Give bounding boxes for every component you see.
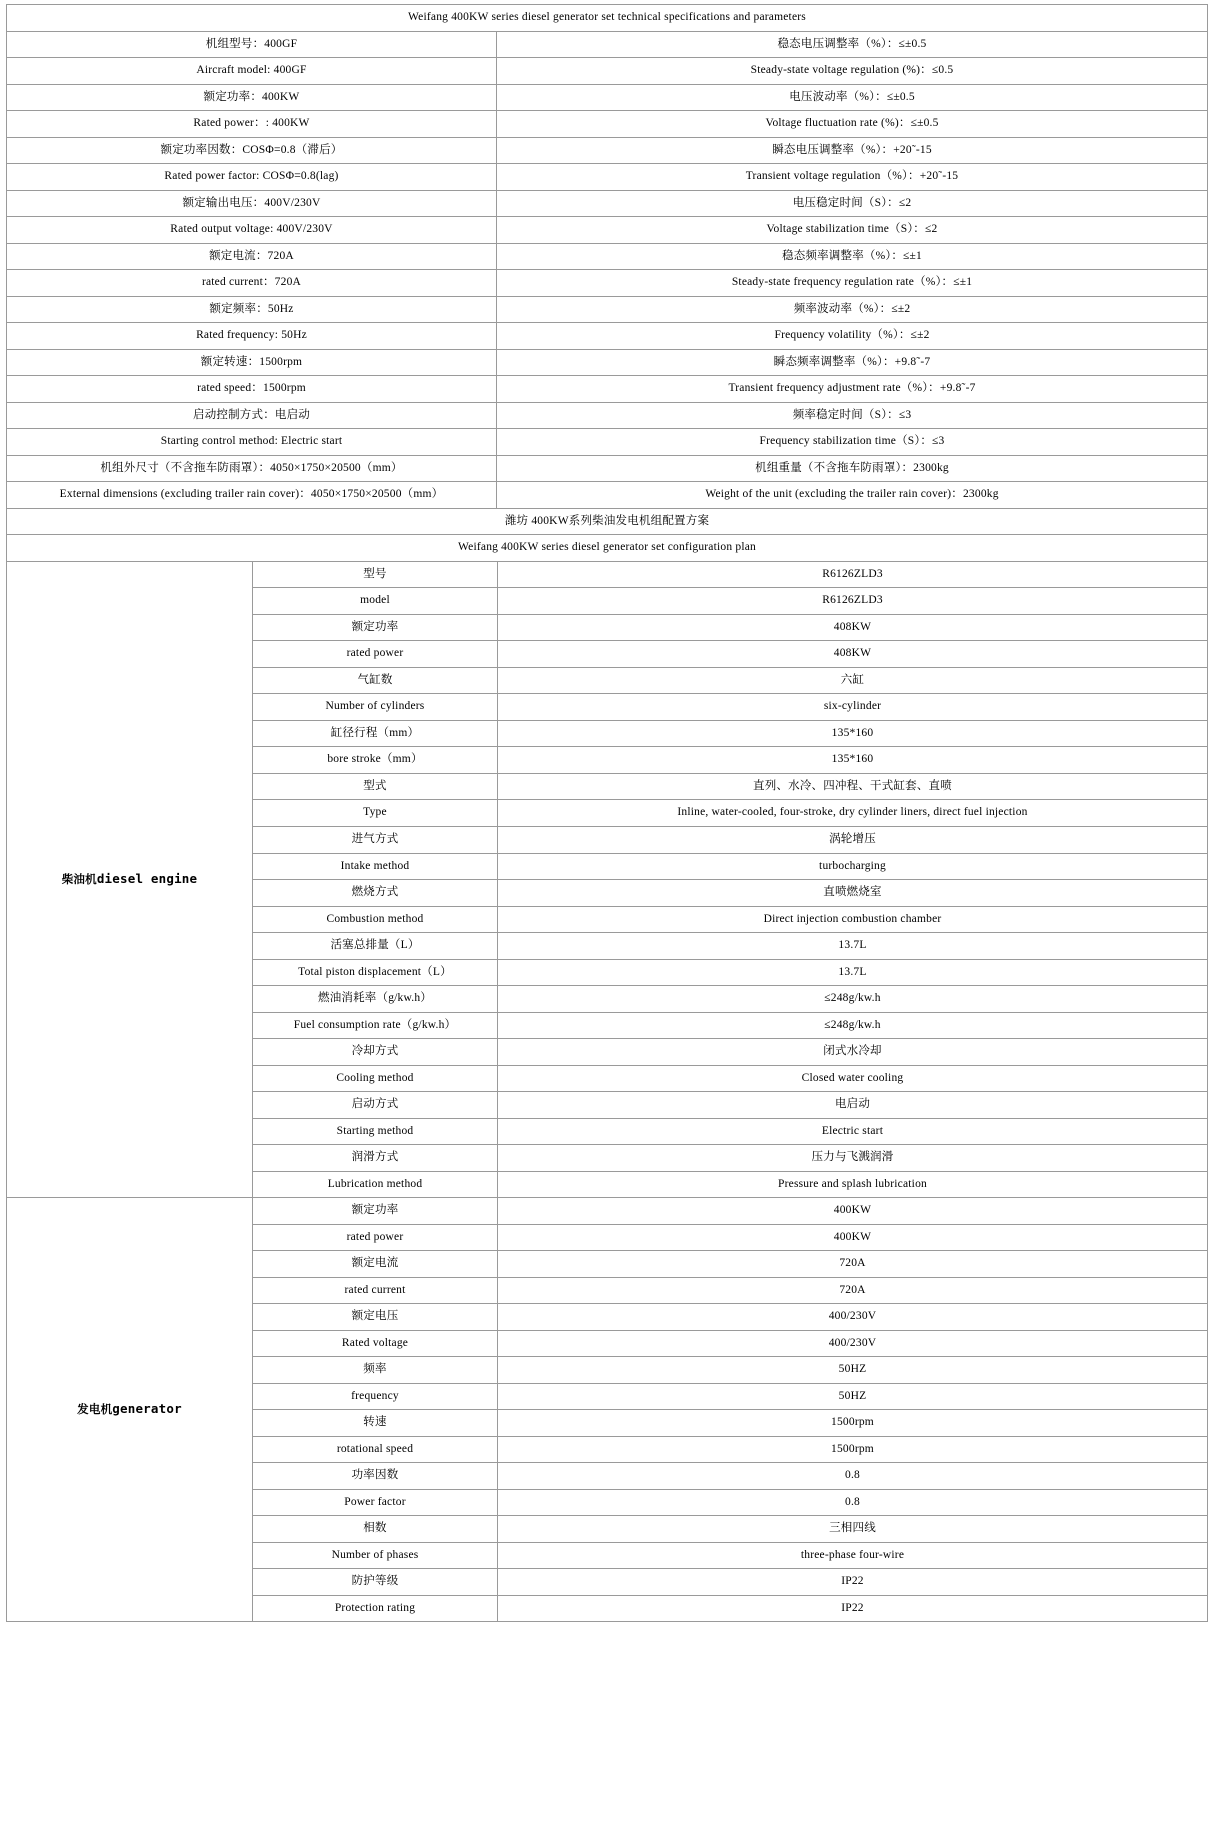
config-param-value: ≤248g/kw.h bbox=[498, 1012, 1208, 1039]
spec-row bbox=[7, 402, 1208, 429]
config-param-value: 50HZ bbox=[498, 1357, 1208, 1384]
config-row bbox=[7, 1198, 1208, 1225]
config-row bbox=[7, 561, 1208, 588]
config-param-value: 0.8 bbox=[498, 1489, 1208, 1516]
spec-row bbox=[7, 58, 1208, 85]
config-param-value: Inline, water-cooled, four-stroke, dry cylinder liners, direct fuel injection bbox=[498, 800, 1208, 827]
config-param-label: 启动方式 bbox=[253, 1092, 498, 1119]
config-param-value: 400/230V bbox=[498, 1304, 1208, 1331]
spec-row bbox=[7, 482, 1208, 509]
config-param-label: 活塞总排量（L） bbox=[253, 933, 498, 960]
config-param-label: Type bbox=[253, 800, 498, 827]
config-param-value: Closed water cooling bbox=[498, 1065, 1208, 1092]
spec-right-label: Voltage stabilization time（S）：≤2 bbox=[497, 217, 1208, 244]
config-param-label: Protection rating bbox=[253, 1595, 498, 1622]
technical-specifications-table bbox=[6, 4, 1208, 562]
spec-row bbox=[7, 84, 1208, 111]
spec-right-label: 瞬态电压调整率（%）：+20˜-15 bbox=[497, 137, 1208, 164]
spec-left-label: 启动控制方式：电启动 bbox=[7, 402, 497, 429]
spec-table-body bbox=[7, 5, 1208, 562]
spec-right-label: 电压稳定时间（S）：≤2 bbox=[497, 190, 1208, 217]
config-param-label: Cooling method bbox=[253, 1065, 498, 1092]
config-param-label: 燃油消耗率（g/kw.h） bbox=[253, 986, 498, 1013]
spec-row bbox=[7, 296, 1208, 323]
spec-right-label: 电压波动率（%）：≤±0.5 bbox=[497, 84, 1208, 111]
spec-left-label: External dimensions (excluding trailer rain cover)：4050×1750×20500（mm） bbox=[7, 482, 497, 509]
config-title-en: Weifang 400KW series diesel generator set configuration plan bbox=[7, 535, 1208, 562]
spec-left-label: 机组型号：400GF bbox=[7, 31, 497, 58]
configuration-table bbox=[6, 561, 1208, 1623]
config-param-value: 0.8 bbox=[498, 1463, 1208, 1490]
spec-left-label: rated speed：1500rpm bbox=[7, 376, 497, 403]
spec-right-label: Steady-state voltage regulation (%)：≤0.5 bbox=[497, 58, 1208, 85]
spec-left-label: 额定功率：400KW bbox=[7, 84, 497, 111]
spec-left-label: Rated power factor: COSΦ=0.8(lag) bbox=[7, 164, 497, 191]
spec-right-label: Voltage fluctuation rate (%)：≤±0.5 bbox=[497, 111, 1208, 138]
spec-row bbox=[7, 243, 1208, 270]
config-param-value: 408KW bbox=[498, 614, 1208, 641]
config-param-label: 型式 bbox=[253, 773, 498, 800]
section-label-diesel-engine bbox=[7, 561, 253, 1197]
config-param-label: Power factor bbox=[253, 1489, 498, 1516]
spec-left-label: 额定输出电压：400V/230V bbox=[7, 190, 497, 217]
spec-right-label: Weight of the unit (excluding the trailer rain cover)：2300kg bbox=[497, 482, 1208, 509]
config-param-value: Electric start bbox=[498, 1118, 1208, 1145]
config-title-en-row bbox=[7, 535, 1208, 562]
spec-row bbox=[7, 164, 1208, 191]
config-param-label: 燃烧方式 bbox=[253, 880, 498, 907]
config-param-label: 进气方式 bbox=[253, 826, 498, 853]
spec-right-label: 稳态频率调整率（%）：≤±1 bbox=[497, 243, 1208, 270]
section-label-generator bbox=[7, 1198, 253, 1622]
config-param-label: 功率因数 bbox=[253, 1463, 498, 1490]
config-param-label: Starting method bbox=[253, 1118, 498, 1145]
spec-right-label: 频率稳定时间（S）：≤3 bbox=[497, 402, 1208, 429]
config-param-value: 400KW bbox=[498, 1224, 1208, 1251]
spec-left-label: 额定功率因数：COSΦ=0.8（滞后） bbox=[7, 137, 497, 164]
spec-row bbox=[7, 111, 1208, 138]
config-param-label: rated power bbox=[253, 641, 498, 668]
config-param-label: frequency bbox=[253, 1383, 498, 1410]
spec-left-label: rated current：720A bbox=[7, 270, 497, 297]
config-param-label: Combustion method bbox=[253, 906, 498, 933]
config-param-label: rated current bbox=[253, 1277, 498, 1304]
config-param-label: 频率 bbox=[253, 1357, 498, 1384]
spec-row bbox=[7, 31, 1208, 58]
config-param-value: IP22 bbox=[498, 1595, 1208, 1622]
config-param-label: 额定电压 bbox=[253, 1304, 498, 1331]
config-param-label: Lubrication method bbox=[253, 1171, 498, 1198]
spec-right-label: Transient voltage regulation（%）：+20˜-15 bbox=[497, 164, 1208, 191]
config-param-value: 六缸 bbox=[498, 667, 1208, 694]
config-param-label: 额定电流 bbox=[253, 1251, 498, 1278]
config-param-label: 气缸数 bbox=[253, 667, 498, 694]
config-param-value: 408KW bbox=[498, 641, 1208, 668]
config-param-value: 400KW bbox=[498, 1198, 1208, 1225]
spec-right-label: Transient frequency adjustment rate（%）：+9.8˜-7 bbox=[497, 376, 1208, 403]
config-param-value: 1500rpm bbox=[498, 1436, 1208, 1463]
config-param-value: 720A bbox=[498, 1251, 1208, 1278]
config-param-label: rated power bbox=[253, 1224, 498, 1251]
config-param-value: three-phase four-wire bbox=[498, 1542, 1208, 1569]
config-param-value: 涡轮增压 bbox=[498, 826, 1208, 853]
config-param-label: Intake method bbox=[253, 853, 498, 880]
section-label-en: generator bbox=[112, 1401, 182, 1417]
spec-row bbox=[7, 455, 1208, 482]
spec-row bbox=[7, 323, 1208, 350]
config-param-value: 13.7L bbox=[498, 933, 1208, 960]
spec-row bbox=[7, 429, 1208, 456]
config-param-value: Direct injection combustion chamber bbox=[498, 906, 1208, 933]
config-param-label: Number of cylinders bbox=[253, 694, 498, 721]
config-param-value: 闭式水冷却 bbox=[498, 1039, 1208, 1066]
spec-right-label: Steady-state frequency regulation rate（%）：≤±1 bbox=[497, 270, 1208, 297]
config-param-value: 720A bbox=[498, 1277, 1208, 1304]
spec-row bbox=[7, 349, 1208, 376]
config-param-value: 400/230V bbox=[498, 1330, 1208, 1357]
config-param-label: rotational speed bbox=[253, 1436, 498, 1463]
config-param-label: Total piston displacement（L） bbox=[253, 959, 498, 986]
config-param-value: 直喷燃烧室 bbox=[498, 880, 1208, 907]
config-param-label: 缸径行程（mm） bbox=[253, 720, 498, 747]
spec-right-label: Frequency volatility（%）：≤±2 bbox=[497, 323, 1208, 350]
spec-left-label: 额定频率：50Hz bbox=[7, 296, 497, 323]
spec-left-label: Starting control method: Electric start bbox=[7, 429, 497, 456]
config-param-value: ≤248g/kw.h bbox=[498, 986, 1208, 1013]
config-param-value: 压力与飞溅润滑 bbox=[498, 1145, 1208, 1172]
config-param-value: 三相四线 bbox=[498, 1516, 1208, 1543]
config-param-label: bore stroke（mm） bbox=[253, 747, 498, 774]
config-param-value: Pressure and splash lubrication bbox=[498, 1171, 1208, 1198]
section-label-cn: 柴油机 bbox=[61, 873, 97, 886]
spec-right-label: 稳态电压调整率（%）：≤±0.5 bbox=[497, 31, 1208, 58]
config-param-label: Number of phases bbox=[253, 1542, 498, 1569]
config-param-value: 1500rpm bbox=[498, 1410, 1208, 1437]
config-param-label: 额定功率 bbox=[253, 614, 498, 641]
spec-left-label: 额定转速：1500rpm bbox=[7, 349, 497, 376]
spec-row bbox=[7, 376, 1208, 403]
spec-left-label: Rated output voltage: 400V/230V bbox=[7, 217, 497, 244]
config-param-label: 冷却方式 bbox=[253, 1039, 498, 1066]
document-title: Weifang 400KW series diesel generator set technical specifications and parameters bbox=[7, 5, 1208, 32]
spec-row bbox=[7, 137, 1208, 164]
configuration-table-body bbox=[7, 561, 1208, 1622]
config-param-value: 50HZ bbox=[498, 1383, 1208, 1410]
spec-right-label: 机组重量（不含拖车防雨罩）：2300kg bbox=[497, 455, 1208, 482]
section-label-en: diesel engine bbox=[96, 870, 198, 886]
spec-left-label: Aircraft model: 400GF bbox=[7, 58, 497, 85]
config-param-value: six-cylinder bbox=[498, 694, 1208, 721]
config-param-label: 润滑方式 bbox=[253, 1145, 498, 1172]
config-param-value: 13.7L bbox=[498, 959, 1208, 986]
config-param-label: 防护等级 bbox=[253, 1569, 498, 1596]
config-param-label: 转速 bbox=[253, 1410, 498, 1437]
config-param-label: Fuel consumption rate（g/kw.h） bbox=[253, 1012, 498, 1039]
config-param-value: R6126ZLD3 bbox=[498, 561, 1208, 588]
config-title-cn-row bbox=[7, 508, 1208, 535]
config-param-value: R6126ZLD3 bbox=[498, 588, 1208, 615]
spec-row bbox=[7, 217, 1208, 244]
config-param-label: model bbox=[253, 588, 498, 615]
spec-left-label: Rated power：: 400KW bbox=[7, 111, 497, 138]
config-title-cn: 潍坊 400KW系列柴油发电机组配置方案 bbox=[7, 508, 1208, 535]
config-param-value: 电启动 bbox=[498, 1092, 1208, 1119]
section-label-cn: 发电机 bbox=[77, 1404, 113, 1417]
config-param-value: turbocharging bbox=[498, 853, 1208, 880]
spec-left-label: 额定电流：720A bbox=[7, 243, 497, 270]
spec-right-label: Frequency stabilization time（S）：≤3 bbox=[497, 429, 1208, 456]
spec-left-label: 机组外尺寸（不含拖车防雨罩）：4050×1750×20500（mm） bbox=[7, 455, 497, 482]
config-param-label: Rated voltage bbox=[253, 1330, 498, 1357]
document-title-row bbox=[7, 5, 1208, 32]
spec-right-label: 瞬态频率调整率（%）：+9.8˜-7 bbox=[497, 349, 1208, 376]
config-param-value: 直列、水冷、四冲程、干式缸套、直喷 bbox=[498, 773, 1208, 800]
spec-right-label: 频率波动率（%）：≤±2 bbox=[497, 296, 1208, 323]
config-param-label: 相数 bbox=[253, 1516, 498, 1543]
config-param-label: 额定功率 bbox=[253, 1198, 498, 1225]
config-param-value: 135*160 bbox=[498, 747, 1208, 774]
config-param-value: 135*160 bbox=[498, 720, 1208, 747]
spec-row bbox=[7, 190, 1208, 217]
config-param-value: IP22 bbox=[498, 1569, 1208, 1596]
spec-left-label: Rated frequency: 50Hz bbox=[7, 323, 497, 350]
config-param-label: 型号 bbox=[253, 561, 498, 588]
spec-row bbox=[7, 270, 1208, 297]
